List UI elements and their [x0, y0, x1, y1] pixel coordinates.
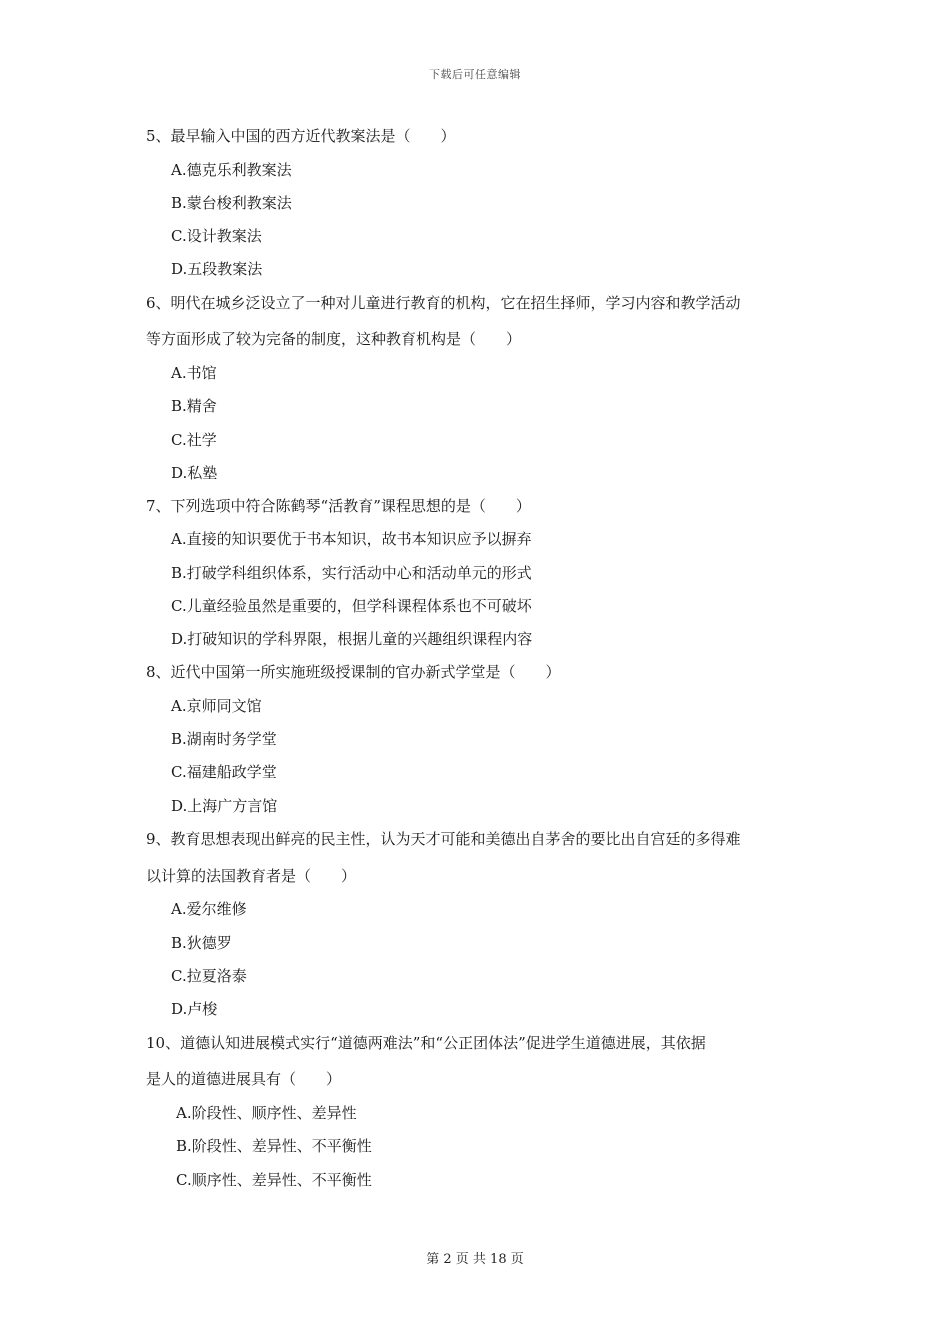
question-10-stem-line-1: 10、道德认知进展模式实行“道德两难法”和“公正团体法”促进学生道德进展，其依据: [146, 1034, 706, 1052]
question-6-option-a: A.书馆: [171, 364, 217, 382]
question-6-option-b: B.精舍: [171, 397, 217, 415]
question-6-stem-line-1: 6、明代在城乡泛设立了一种对儿童进行教育的机构，它在招生择师，学习内容和教学活动: [146, 294, 741, 312]
question-7-option-b: B.打破学科组织体系，实行活动中心和活动单元的形式: [171, 564, 532, 582]
question-6-stem-line-2: 等方面形成了较为完备的制度，这种教育机构是（ ）: [146, 330, 522, 348]
question-8-stem: 8、近代中国第一所实施班级授课制的官办新式学堂是（ ）: [146, 663, 561, 681]
question-8-option-d: D.上海广方言馆: [171, 797, 278, 815]
question-8-option-c: C.福建船政学堂: [171, 763, 277, 781]
question-5-option-a: A.德克乐利教案法: [171, 161, 292, 179]
question-10-stem-line-2: 是人的道德进展具有（ ）: [146, 1070, 342, 1088]
question-9-option-c: C.拉夏洛泰: [171, 967, 247, 985]
page-footer: 第 2 页 共 18 页: [426, 1252, 524, 1267]
question-10-option-a: A.阶段性、顺序性、差异性: [176, 1104, 357, 1122]
question-10-option-b: B.阶段性、差异性、不平衡性: [176, 1137, 372, 1155]
question-9-stem-line-2: 以计算的法国教育者是（ ）: [146, 867, 357, 885]
question-9-stem-line-1: 9、教育思想表现出鲜亮的民主性，认为天才可能和美德出自茅舍的要比出自宫廷的多得难: [146, 830, 741, 848]
question-8-option-b: B.湖南时务学堂: [171, 730, 277, 748]
question-7-option-c: C.儿童经验虽然是重要的，但学科课程体系也不可破坏: [171, 597, 532, 615]
question-5-stem: 5、最早输入中国的西方近代教案法是（ ）: [146, 127, 456, 145]
question-5-option-d: D.五段教案法: [171, 260, 263, 278]
question-9-option-a: A.爱尔维修: [171, 900, 247, 918]
question-10-option-c: C.顺序性、差异性、不平衡性: [176, 1171, 372, 1189]
question-5-option-b: B.蒙台梭利教案法: [171, 194, 292, 212]
question-6-option-d: D.私塾: [171, 464, 218, 482]
page-header: 下载后可任意编辑: [429, 68, 521, 81]
question-9-option-d: D.卢梭: [171, 1000, 218, 1018]
question-5-option-c: C.设计教案法: [171, 227, 262, 245]
question-9-option-b: B.狄德罗: [171, 934, 232, 952]
question-7-option-d: D.打破知识的学科界限，根据儿童的兴趣组织课程内容: [171, 630, 533, 648]
question-6-option-c: C.社学: [171, 431, 217, 449]
question-8-option-a: A.京师同文馆: [171, 697, 262, 715]
question-7-stem: 7、下列选项中符合陈鹤琴“活教育”课程思想的是（ ）: [146, 497, 531, 515]
question-7-option-a: A.直接的知识要优于书本知识，故书本知识应予以摒弃: [171, 530, 532, 548]
